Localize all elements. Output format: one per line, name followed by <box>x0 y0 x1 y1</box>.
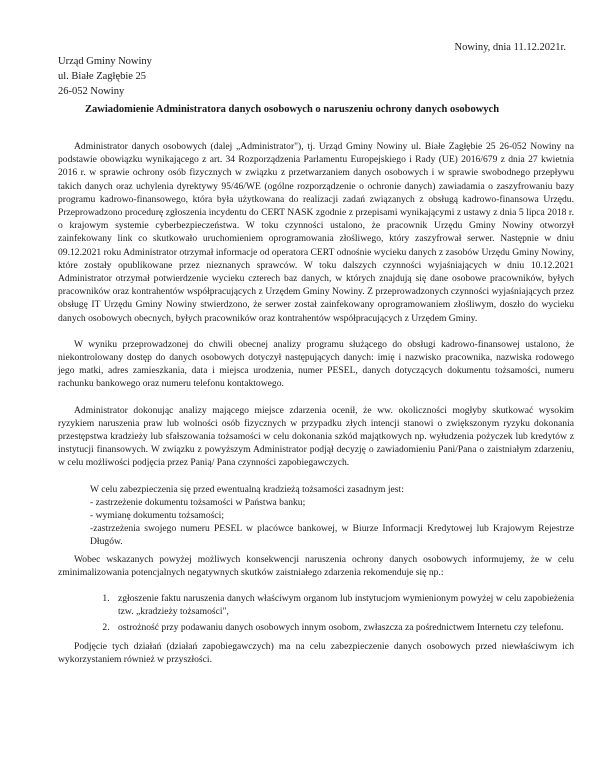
paragraph-risk: Administrator dokonując analizy mającego miejsce zdarzenia ocenił, że ww. okoliczności mogłyby skutkować wysokim ryzykiem naruszenia praw lub wolności osób fizycznych w przypadku złych intencji stanowi o zwiększonym ryzyku dokonania przestępstwa kradzieży lub sfałszowania tożsamości w celu dokonania szkód majątkowych np. wyłudzenia pożyczek lub kredytów z instytucji finansowych. W związku z powyższym Administrator podjął decyzję o zawiadomieniu Pani/Pana o zaistniałym zdarzeniu, w celu możliwości podjęcia przez Panią/ Pana czynności zapobiegawczych. <box>58 404 574 469</box>
letter-date: Nowiny, dnia 11.12.2021r. <box>454 42 566 53</box>
paragraph-precautions-intro: W celu zabezpieczenia się przed ewentualną kradzieżą tożsamości zasadnym jest: <box>90 483 404 495</box>
paragraph-scope: W wyniku przeprowadzonej do chwili obecnej analizy programu służącego do obsługi kadrowo-finansowej ustalono, że niekontrolowany dostęp do danych osobowych dotyczył następujących danych: imię i nazwisko pracownika, nazwiska rodowego jego matki, adres zamieszkania, data i miejsca urodzenia, numer PESEL, danych dotyczących dokumentu tożsamości, numeru rachunku bankowego oraz numeru telefonu kontaktowego. <box>58 338 574 390</box>
letter-body <box>58 140 574 679</box>
paragraph-closing: Podjęcie tych działań (działań zapobiegawczych) ma na celu zabezpieczenie danych osobowych przed niewłaściwym ich wykorzystaniem również w przyszłości. <box>58 640 574 665</box>
recommendation-item: 1. zgłoszenie faktu naruszenia danych właściwym organom lub instytucjom wymienionym powyżej w celu zapobieżenia tzw. „kradzieży tożsamości", <box>112 592 574 618</box>
address-line-3: 26-052 Nowiny <box>58 86 125 97</box>
precaution-item: -zastrzeżenia swojego numeru PESEL w placówce bankowej, w Biurze Informacji Kredytowej lub Krajowym Rejestrze Długów. <box>90 523 574 548</box>
recommendation-item: 2. ostrożność przy podawaniu danych osobowych innym osobom, zwłaszcza za pośrednictwem Internetu czy telefonu. <box>112 621 574 634</box>
precaution-item: - zastrzeżenie dokumentu tożsamości w Państwa banku; <box>90 496 306 508</box>
paragraph-incident: Administrator danych osobowych (dalej „Administrator"), tj. Urząd Gminy Nowiny ul. Białe Zagłębie 25 26-052 Nowiny na podstawie obowiązku wynikającego z art. 34 Rozporządzenia Parlamentu Europejskiego i Rady (UE) 2016/679 z dnia 27 kwietnia 2016 r. w sprawie ochrony osób fizycznych w związku z przetwarzaniem danych osobowych i w sprawie swobodnego przepływu takich danych oraz uchylenia dyrektywy 95/46/WE (ogólne rozporządzenie o ochronie danych) zawiadamia o zaszyfrowaniu bazy programu kadrowo-finansowego, która była użytkowana do realizacji zadań związanych z obsługą kadrowo-finansowa Urzędu. Przeprowadzono procedurę zgłoszenia incydentu do CERT NASK zgodnie z przepisami wynikającymi z ustawy z dnia 5 lipca 2018 r. o krajowym systemie cyberbezpieczeństwa. W toku czynności ustalono, że pracownik Urzędu Gminy Nowiny otworzył zainfekowany link co skutkowało uruchomieniem oprogramowania złośliwego, który zaszyfrował serwer. Następnie w dniu 09.12.2021 roku Administrator otrzymał informacje od operatora CERT odnośnie wycieku danych z zasobów Urzędu Gminy Nowiny, które zostały opublikowane przez nieznanych sprawców. W toku dalszych czynności wyjaśniających w dniu 10.12.2021 Administrator otrzymał potwierdzenie wycieku czterech baz danych, w których znajdują się dane osobowe pracowników, byłych pracowników oraz kontrahentów współpracujących z Urzędem Gminy Nowiny. Z przeprowadzonych czynności wyjaśniających przez obsługę IT Urzędu Gminy Nowiny stwierdzono, że serwer został zainfekowany oprogramowaniem złośliwym, doszło do wycieku danych osobowych obecnych, byłych pracowników oraz kontrahentów współpracujących z Urzędem Gminy. <box>58 141 574 324</box>
precaution-item: - wymianę dokumentu tożsamości; <box>90 510 225 522</box>
precautions-list <box>58 496 574 549</box>
address-line-2: ul. Białe Zagłębie 25 <box>58 71 147 82</box>
recommendations-list <box>58 592 574 634</box>
letter-title: Zawiadomienie Administratora danych osobowych o naruszeniu ochrony danych osobowych <box>85 104 500 115</box>
paragraph-recommendations-intro: Wobec wskazanych powyżej możliwych konsekwencji naruszenia ochrony danych osobowych informujemy, że w celu zminimalizowania potencjalnych negatywnych skutków zaistniałego zdarzenia rekomenduje się np.: <box>58 553 574 578</box>
sender-address <box>58 54 152 99</box>
address-line-1: Urząd Gminy Nowiny <box>58 56 152 67</box>
